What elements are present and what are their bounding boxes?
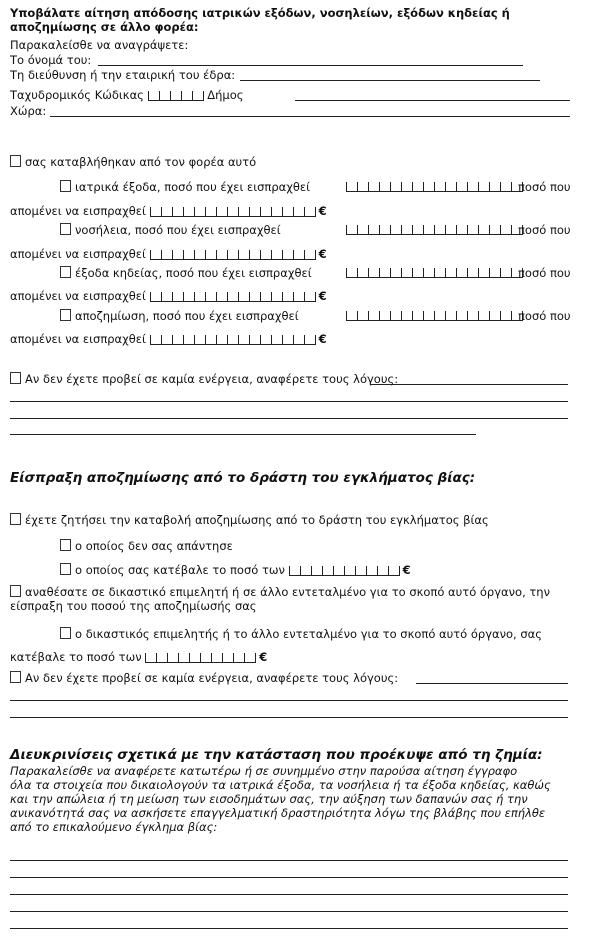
asked-row xyxy=(10,513,489,527)
compensation-remaining-row xyxy=(10,332,327,346)
reasons-field-1d[interactable] xyxy=(10,434,476,435)
not-answered-checkbox[interactable] xyxy=(60,539,71,551)
no-action-row-2 xyxy=(10,671,398,685)
not-answered-row xyxy=(60,539,233,553)
reasons-field-2a[interactable] xyxy=(416,683,568,684)
offender-section-title: Είσπραξη αποζημίωσης από το δράστη του εγκλήματος βίας: xyxy=(10,470,476,486)
hospital-remaining-boxes[interactable] xyxy=(150,249,316,260)
paid-amount-boxes[interactable] xyxy=(289,565,400,576)
clarifications-section-title: Διευκρινίσεις σχετικά με την κατάσταση που προέκυψε από τη ζημία: xyxy=(10,747,543,763)
hospital-row xyxy=(60,223,281,237)
reasons-field-2b[interactable] xyxy=(10,700,568,701)
bailiff-checkbox[interactable] xyxy=(60,627,71,639)
asked-checkbox[interactable] xyxy=(10,513,21,525)
hospital-amount-tail: ποσό που xyxy=(518,223,571,237)
hospital-remaining-row xyxy=(10,247,327,261)
section1-heading: Υποβάλατε αίτηση απόδοσης ιατρικών εξόδων, νοσηλείων, εξόδων κηδείας ή αποζημίωσης σε άλλο φορέα: xyxy=(10,6,510,34)
clarifications-field-2[interactable] xyxy=(10,877,568,878)
assigned-checkbox[interactable] xyxy=(10,585,21,597)
name-field[interactable] xyxy=(98,65,523,66)
no-action-checkbox-2[interactable] xyxy=(10,671,21,683)
euro-sign: € xyxy=(402,563,411,577)
remaining-label: απομένει να εισπραχθεί xyxy=(10,332,146,346)
municipality-label: Δήμος xyxy=(207,88,244,102)
clarifications-field-5[interactable] xyxy=(10,928,568,929)
asked-label: έχετε ζητήσει την καταβολή αποζημίωσης από το δράστη του εγκλήματος βίας xyxy=(25,513,489,527)
funeral-label: έξοδα κηδείας, ποσό που έχει εισπραχθεί xyxy=(75,266,312,280)
address-field[interactable] xyxy=(240,80,540,81)
hospital-checkbox[interactable] xyxy=(60,223,71,235)
no-action-label-1: Αν δεν έχετε προβεί σε καμία ενέργεια, αναφέρετε τους λόγους: xyxy=(25,372,399,386)
bailiff-amount-row xyxy=(10,650,267,664)
funeral-received-boxes[interactable] xyxy=(346,267,523,278)
compensation-row xyxy=(60,309,299,323)
paid-amount-checkbox[interactable] xyxy=(60,563,71,575)
medical-remaining-boxes[interactable] xyxy=(150,206,316,217)
no-action-label-2: Αν δεν έχετε προβεί σε καμία ενέργεια, αναφέρετε τους λόγους: xyxy=(25,671,399,685)
bailiff-label-2: κατέβαλε το ποσό των xyxy=(10,650,142,664)
medical-checkbox[interactable] xyxy=(60,180,71,192)
bailiff-row xyxy=(60,627,542,641)
compensation-remaining-boxes[interactable] xyxy=(150,334,316,345)
paid-amount-label: ο οποίος σας κατέβαλε το ποσό των xyxy=(75,563,285,577)
bailiff-label-1: ο δικαστικός επιμελητής ή το άλλο εντεταλμένο για το σκοπό αυτό όργανο, σας xyxy=(75,627,542,641)
assigned-row xyxy=(10,585,582,613)
clarifications-field-1[interactable] xyxy=(10,860,568,861)
medical-row xyxy=(60,180,310,194)
no-action-row-1 xyxy=(10,372,398,386)
funeral-amount-tail: ποσό που xyxy=(518,266,571,280)
name-label: Το όνομά του: xyxy=(10,53,92,67)
bailiff-amount-boxes[interactable] xyxy=(145,652,256,663)
postal-row xyxy=(10,88,244,102)
remaining-label: απομένει να εισπραχθεί xyxy=(10,247,146,261)
medical-remaining-row xyxy=(10,204,327,218)
funeral-row xyxy=(60,266,312,280)
funeral-checkbox[interactable] xyxy=(60,266,71,278)
medical-label: ιατρικά έξοδα, ποσό που έχει εισπραχθεί xyxy=(75,180,311,194)
remaining-label: απομένει να εισπραχθεί xyxy=(10,289,146,303)
clarifications-field-4[interactable] xyxy=(10,911,568,912)
paid-checkbox[interactable] xyxy=(10,155,21,167)
funeral-remaining-row xyxy=(10,289,327,303)
clarifications-paragraph: Παρακαλείσθε να αναφέρετε κατωτέρω ή σε συνημμένο στην παρούσα αίτηση έγγραφο όλα τα στοιχεία που δικαιολογούν τα ιατρικά έξοδα, τα νοσήλεια ή τα έξοδα κηδείας, καθώς και την απώλεια ή τη μείωση των εισοδημάτων σας, την αύξηση των δαπανών σας ή την ανικανότητά σας να ασκήσετε επαγγελματική δραστηριότητα λόγω της βλάβης που επήλθε από το επικαλούμενο έγκλημα βίας: xyxy=(10,764,551,834)
reasons-field-1c[interactable] xyxy=(10,418,568,419)
municipality-field[interactable] xyxy=(295,100,570,101)
compensation-checkbox[interactable] xyxy=(60,309,71,321)
country-field[interactable] xyxy=(50,116,570,117)
paid-amount-row xyxy=(60,563,411,577)
no-action-checkbox-1[interactable] xyxy=(10,372,21,384)
remaining-label: απομένει να εισπραχθεί xyxy=(10,204,146,218)
country-label: Χώρα: xyxy=(10,104,47,118)
reasons-field-1b[interactable] xyxy=(10,401,568,402)
paid-label: σας καταβλήθηκαν από τον φορέα αυτό xyxy=(25,155,257,169)
hospital-label: νοσήλεια, ποσό που έχει εισπραχθεί xyxy=(75,223,281,237)
euro-sign: € xyxy=(318,204,327,218)
reasons-field-2c[interactable] xyxy=(10,717,568,718)
clarifications-field-3[interactable] xyxy=(10,894,568,895)
postal-label: Ταχυδρομικός Κώδικας xyxy=(10,88,144,102)
euro-sign: € xyxy=(318,289,327,303)
funeral-remaining-boxes[interactable] xyxy=(150,291,316,302)
euro-sign: € xyxy=(318,332,327,346)
reasons-field-1a[interactable] xyxy=(370,384,568,385)
medical-received-boxes[interactable] xyxy=(346,181,523,192)
not-answered-label: ο οποίος δεν σας απάντησε xyxy=(75,539,233,553)
compensation-label: αποζημίωση, ποσό που έχει εισπραχθεί xyxy=(75,309,299,323)
postal-code-boxes[interactable] xyxy=(148,90,204,101)
assigned-label-1: αναθέσατε σε δικαστικό επιμελητή ή σε άλλο εντεταλμένο για το σκοπό αυτό όργανο, την xyxy=(25,585,551,599)
compensation-amount-tail: ποσό που xyxy=(518,309,571,323)
euro-sign: € xyxy=(259,650,268,664)
paid-row xyxy=(10,155,256,169)
address-label: Τη διεύθυνση ή την εταιρική του έδρα: xyxy=(10,68,236,82)
please-fill-label: Παρακαλείσθε να αναγράψετε: xyxy=(10,38,189,52)
compensation-received-boxes[interactable] xyxy=(346,310,523,321)
euro-sign: € xyxy=(318,247,327,261)
hospital-received-boxes[interactable] xyxy=(346,224,523,235)
medical-amount-tail: ποσό που xyxy=(518,180,571,194)
assigned-label-2: είσπραξη του ποσού της αποζημίωσής σας xyxy=(10,599,257,613)
